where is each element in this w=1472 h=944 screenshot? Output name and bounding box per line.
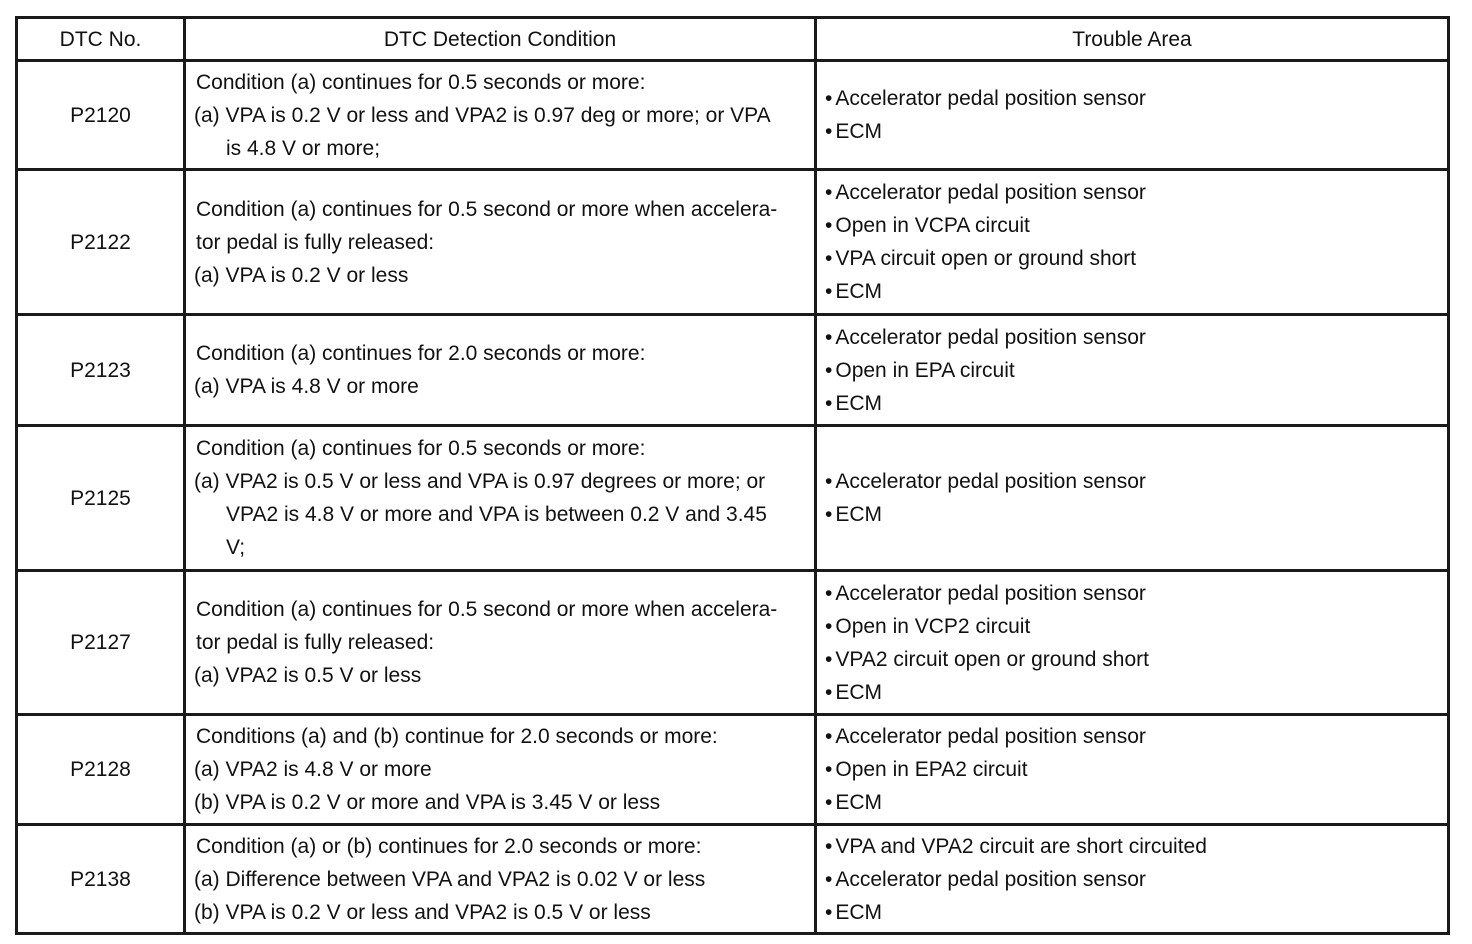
dtc-code: P2138 bbox=[17, 825, 185, 934]
trouble-item: • Open in EPA circuit bbox=[825, 354, 1447, 387]
trouble-item: • Open in EPA2 circuit bbox=[825, 753, 1447, 786]
trouble-item: • Accelerator pedal position sensor bbox=[825, 577, 1447, 610]
trouble-area bbox=[816, 170, 1449, 315]
table-row bbox=[17, 715, 1449, 825]
trouble-item: • Accelerator pedal position sensor bbox=[825, 465, 1447, 498]
trouble-item: • Accelerator pedal position sensor bbox=[825, 82, 1447, 115]
table-row bbox=[17, 315, 1449, 426]
header-detection-condition: DTC Detection Condition bbox=[185, 18, 816, 61]
condition-line: Condition (a) continues for 0.5 second or more when accelera- bbox=[196, 598, 778, 621]
condition-line: (a) VPA is 0.2 V or less and VPA2 is 0.97 deg or more; or VPA bbox=[194, 103, 771, 127]
detection-condition bbox=[185, 315, 816, 426]
header-row bbox=[17, 18, 1449, 61]
trouble-item: • ECM bbox=[825, 498, 1447, 531]
table-row bbox=[17, 571, 1449, 715]
trouble-item: • ECM bbox=[825, 676, 1447, 709]
header-dtc-no: DTC No. bbox=[17, 18, 185, 61]
header-trouble-area: Trouble Area bbox=[816, 18, 1449, 61]
condition-line: (a) VPA is 0.2 V or less bbox=[194, 263, 409, 287]
detection-condition bbox=[185, 825, 816, 934]
trouble-item: • VPA circuit open or ground short bbox=[825, 242, 1447, 275]
table-row bbox=[17, 825, 1449, 934]
condition-line: (b) VPA is 0.2 V or less and VPA2 is 0.5 V or less bbox=[194, 900, 651, 924]
trouble-item: • ECM bbox=[825, 387, 1447, 420]
trouble-item: • Accelerator pedal position sensor bbox=[825, 176, 1447, 209]
detection-condition bbox=[185, 571, 816, 715]
condition-line: (a) VPA is 4.8 V or more bbox=[194, 375, 419, 398]
condition-line: (b) VPA is 0.2 V or more and VPA is 3.45 V or less bbox=[194, 791, 661, 814]
trouble-item: • ECM bbox=[825, 896, 1447, 929]
condition-line: (a) VPA2 is 4.8 V or more bbox=[194, 758, 432, 781]
trouble-item: • Accelerator pedal position sensor bbox=[825, 720, 1447, 753]
trouble-area bbox=[816, 825, 1449, 934]
trouble-item: • Accelerator pedal position sensor bbox=[825, 863, 1447, 896]
trouble-area bbox=[816, 715, 1449, 825]
trouble-item: • VPA2 circuit open or ground short bbox=[825, 643, 1447, 676]
condition-line: Condition (a) continues for 0.5 second or more when accelera- bbox=[196, 197, 778, 221]
condition-line: Condition (a) continues for 0.5 seconds or more: bbox=[196, 437, 646, 460]
trouble-area bbox=[816, 61, 1449, 170]
dtc-code: P2127 bbox=[17, 571, 185, 715]
dtc-code: P2120 bbox=[17, 61, 185, 170]
condition-line: Condition (a) continues for 0.5 seconds or more: bbox=[196, 70, 646, 94]
trouble-item: • Open in VCPA circuit bbox=[825, 209, 1447, 242]
detection-condition bbox=[185, 715, 816, 825]
condition-line: (a) VPA2 is 0.5 V or less bbox=[194, 664, 422, 687]
condition-line: (a) Difference between VPA and VPA2 is 0.02 V or less bbox=[194, 867, 706, 891]
trouble-item: • VPA and VPA2 circuit are short circuited bbox=[825, 830, 1447, 863]
condition-line: V; bbox=[226, 536, 246, 559]
condition-line: is 4.8 V or more; bbox=[226, 136, 381, 160]
condition-line: VPA2 is 4.8 V or more and VPA is between 0.2 V and 3.45 bbox=[226, 503, 767, 526]
detection-condition bbox=[185, 170, 816, 315]
condition-line: (a) VPA2 is 0.5 V or less and VPA is 0.97 degrees or more; or bbox=[194, 470, 766, 493]
trouble-item: • ECM bbox=[825, 275, 1447, 308]
detection-condition bbox=[185, 426, 816, 571]
trouble-item: • Accelerator pedal position sensor bbox=[825, 321, 1447, 354]
condition-line: Condition (a) continues for 2.0 seconds or more: bbox=[196, 342, 646, 365]
dtc-code: P2123 bbox=[17, 315, 185, 426]
condition-line: tor pedal is fully released: bbox=[196, 230, 435, 254]
dtc-code: P2125 bbox=[17, 426, 185, 571]
trouble-item: • ECM bbox=[825, 786, 1447, 819]
dtc-code: P2122 bbox=[17, 170, 185, 315]
trouble-area bbox=[816, 571, 1449, 715]
condition-line: tor pedal is fully released: bbox=[196, 631, 435, 654]
table-row bbox=[17, 61, 1449, 170]
trouble-area bbox=[816, 426, 1449, 571]
trouble-area bbox=[816, 315, 1449, 426]
condition-line: Condition (a) or (b) continues for 2.0 seconds or more: bbox=[196, 834, 702, 858]
detection-condition bbox=[185, 61, 816, 170]
table-row bbox=[17, 426, 1449, 571]
dtc-code: P2128 bbox=[17, 715, 185, 825]
trouble-item: • ECM bbox=[825, 115, 1447, 148]
trouble-item: • Open in VCP2 circuit bbox=[825, 610, 1447, 643]
dtc-table bbox=[15, 16, 1450, 935]
table-row bbox=[17, 170, 1449, 315]
condition-line: Conditions (a) and (b) continue for 2.0 seconds or more: bbox=[196, 725, 718, 748]
